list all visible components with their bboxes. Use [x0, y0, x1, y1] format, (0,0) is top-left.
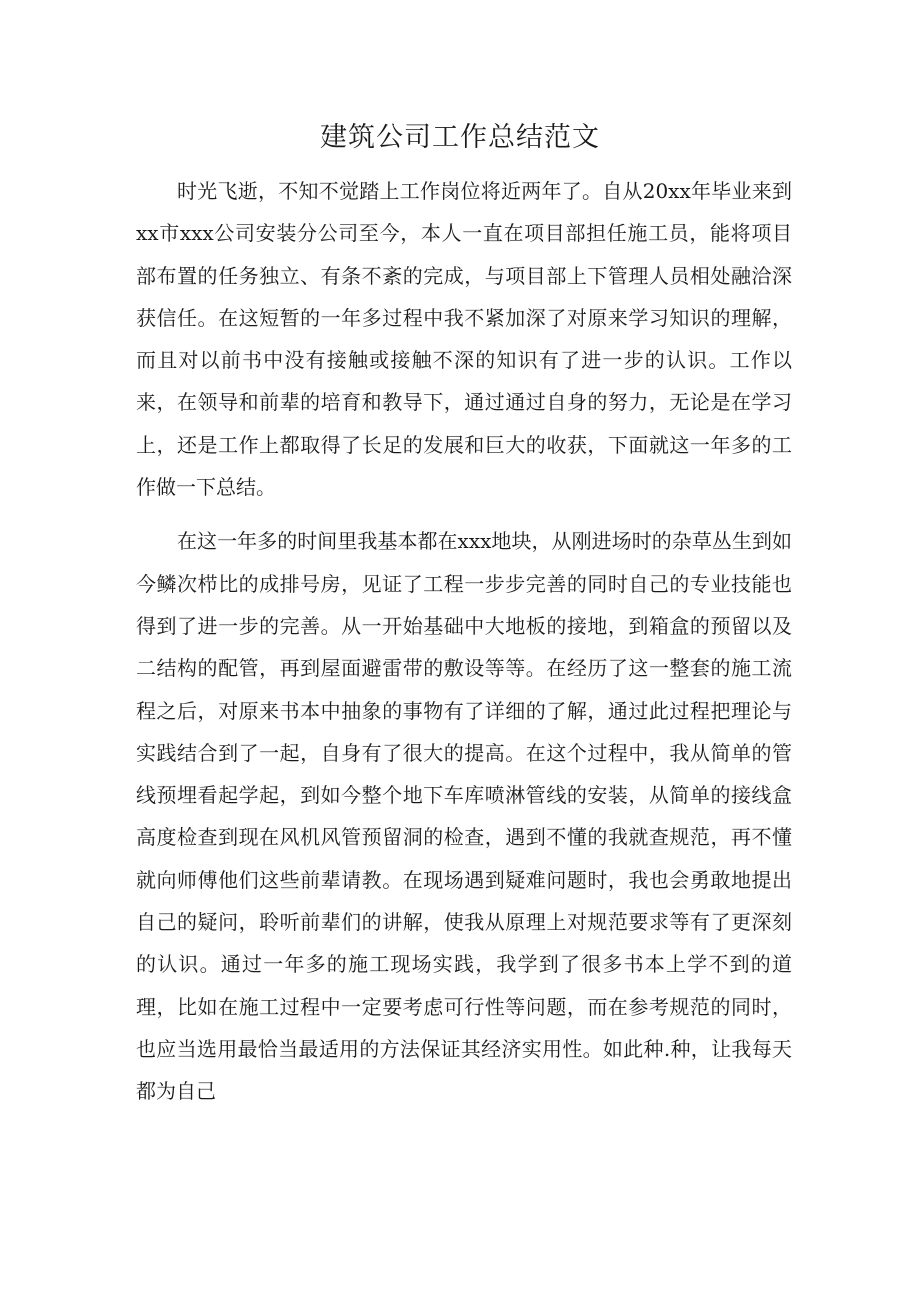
document-body	[136, 170, 792, 1113]
paragraph-2: 在这一年多的时间里我基本都在xxx地块，从刚进场时的杂草丛生到如今鳞次栉比的成排号房，见证了工程一步步完善的同时自己的专业技能也得到了进一步的完善。从一开始基础中大地板的接地，到箱盒的预留以及二结构的配管，再到屋面避雷带的敷设等等。在经历了这一整套的施工流程之后，对原来书本中抽象的事物有了详细的了解，通过此过程把理论与实践结合到了一起，自身有了很大的提高。在这个过程中，我从简单的管线预埋看起学起，到如今整个地下车库喷淋管线的安装，从简单的接线盒高度检查到现在风机风管预留洞的检查，遇到不懂的我就查规范，再不懂就向师傅他们这些前辈请教。在现场遇到疑难问题时，我也会勇敢地提出自己的疑问，聆听前辈们的讲解，使我从原理上对规范要求等有了更深刻的认识。通过一年多的施工现场实践，我学到了很多书本上学不到的道理，比如在施工过程中一定要考虑可行性等问题，而在参考规范的同时，也应当选用最恰当最适用的方法保证其经济实用性。如此种.种，让我每天都为自己	[136, 529, 792, 1104]
document-title: 建筑公司工作总结范文	[320, 122, 600, 153]
paragraph-1: 时光飞逝，不知不觉踏上工作岗位将近两年了。自从20xx年毕业来到xx市xxx公司安装分公司至今，本人一直在项目部担任施工员，能将项目部布置的任务独立、有条不紊的完成，与项目部上下管理人员相处融洽深获信任。在这短暂的一年多过程中我不紧加深了对原来学习知识的理解，而且对以前书中没有接触或接触不深的知识有了进一步的认识。工作以来，在领导和前辈的培育和教导下，通过通过自身的努力，无论是在学习上，还是工作上都取得了长足的发展和巨大的收获，下面就这一年多的工作做一下总结。	[136, 179, 792, 500]
